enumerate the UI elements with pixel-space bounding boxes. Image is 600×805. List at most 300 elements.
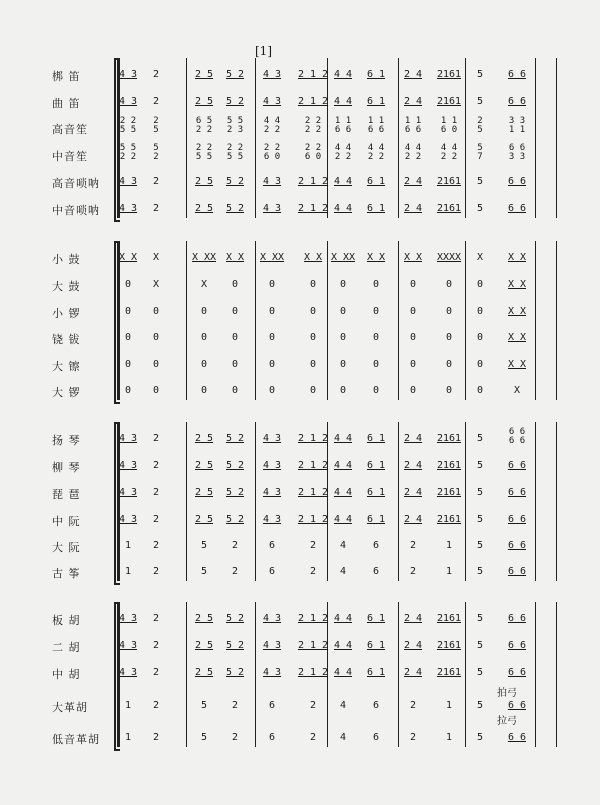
note-cell: X X — [507, 279, 527, 290]
note-cell: 4 — [339, 566, 347, 577]
note-cell: 6 — [372, 566, 380, 577]
note-cell: 4 3 — [118, 433, 138, 444]
note-cell: 4 3 — [118, 203, 138, 214]
note-cell: 1 — [124, 540, 132, 551]
note-cell: 2 1 2 — [297, 176, 329, 187]
note-cell: 5 — [476, 613, 484, 624]
note-cell: 4 3 — [262, 69, 282, 80]
note-cell: 2 5 — [194, 487, 214, 498]
note-cell: X X — [118, 252, 138, 263]
note-cell: 2 5 — [194, 69, 214, 80]
note-cell: X X — [507, 332, 527, 343]
note-cell: 6 1 — [366, 460, 386, 471]
note-cell: 2 5 — [194, 667, 214, 678]
note-cell: 6 6 — [507, 203, 527, 214]
instrument-label: 曲 笛 — [52, 97, 81, 110]
note-cell: 5 — [200, 700, 208, 711]
note-cell: 5 2 — [225, 433, 245, 444]
note-cell: 6 6 — [507, 540, 527, 551]
note-cell: 6 6 — [507, 96, 527, 107]
note-cell: X XX — [259, 252, 285, 263]
note-cell: 0 — [309, 359, 317, 370]
note-cell: 2161 — [436, 640, 462, 651]
instrument-label: 中音笙 — [52, 150, 88, 163]
note-cell: 5 — [200, 732, 208, 743]
note-cell: 4 3 — [118, 613, 138, 624]
note-cell: 0 — [124, 306, 132, 317]
note-cell: 2 1 2 — [297, 640, 329, 651]
note-cell: 0 — [268, 306, 276, 317]
note-cell: 0 — [476, 306, 484, 317]
note-cell: 6 5 2 2 — [195, 116, 213, 135]
note-cell: 0 — [409, 306, 417, 317]
instrument-label: 梆 笛 — [52, 70, 81, 83]
note-cell: 0 — [339, 306, 347, 317]
instrument-label: 大 阮 — [52, 541, 81, 554]
note-cell: 5 2 — [225, 176, 245, 187]
note-cell: 2 4 — [403, 667, 423, 678]
note-cell: X XX — [330, 252, 356, 263]
note-cell: 0 — [339, 279, 347, 290]
note-cell: 2 5 — [194, 613, 214, 624]
note-cell: 5 — [200, 566, 208, 577]
note-cell: 0 — [152, 306, 160, 317]
note-cell: 2 5 — [194, 514, 214, 525]
note-cell: 5 2 — [225, 460, 245, 471]
note-cell: 0 — [268, 332, 276, 343]
barline — [398, 58, 399, 218]
note-cell: 2 4 — [403, 640, 423, 651]
instrument-label: 小 锣 — [52, 307, 81, 320]
note-cell: 0 — [339, 359, 347, 370]
note-cell: 2 5 — [153, 116, 159, 135]
note-cell: 0 — [152, 359, 160, 370]
note-cell: 2 — [409, 732, 417, 743]
note-cell: 0 — [200, 332, 208, 343]
note-cell: 4 4 2 2 — [334, 143, 352, 162]
barline — [535, 602, 536, 747]
note-cell: 5 5 2 3 — [226, 116, 244, 135]
note-cell: 4 4 2 2 — [263, 116, 281, 135]
note-cell: 2 — [409, 700, 417, 711]
note-cell: 2 5 — [194, 176, 214, 187]
note-cell: 6 1 — [366, 203, 386, 214]
instrument-label: 低音革胡 — [52, 733, 100, 746]
instrument-label: 中 胡 — [52, 668, 81, 681]
barline — [535, 241, 536, 400]
note-cell: 0 — [309, 385, 317, 396]
system-end-barline — [556, 241, 557, 400]
barline — [327, 58, 328, 218]
note-cell: 6 6 — [507, 176, 527, 187]
note-cell: 0 — [231, 385, 239, 396]
note-cell: 5 — [476, 667, 484, 678]
note-cell: 2 2 6 0 — [263, 143, 281, 162]
note-cell: 5 — [476, 514, 484, 525]
barline — [255, 58, 256, 218]
note-cell: X — [200, 279, 208, 290]
note-cell: 4 3 — [262, 460, 282, 471]
note-cell: 4 4 — [333, 613, 353, 624]
note-cell: 5 2 — [225, 96, 245, 107]
note-cell: X — [513, 385, 521, 396]
note-cell: 5 2 — [225, 514, 245, 525]
barline — [398, 422, 399, 581]
note-cell: 2 — [152, 487, 160, 498]
instrument-label: 高音笙 — [52, 123, 88, 136]
note-cell: 6 1 — [366, 433, 386, 444]
note-cell: 0 — [372, 359, 380, 370]
note-cell: 3 3 1 1 — [508, 116, 526, 135]
note-cell: 1 — [124, 700, 132, 711]
note-cell: 5 — [476, 640, 484, 651]
note-cell: 2 5 — [477, 116, 483, 135]
note-cell: 2161 — [436, 613, 462, 624]
note-cell: 0 — [339, 332, 347, 343]
note-cell: 4 4 — [333, 460, 353, 471]
note-cell: 4 3 — [262, 613, 282, 624]
note-cell: 0 — [200, 359, 208, 370]
note-cell: 4 — [339, 732, 347, 743]
note-cell: 2 1 2 — [297, 69, 329, 80]
note-cell: 2 4 — [403, 487, 423, 498]
barline — [465, 241, 466, 400]
instrument-label: 大革胡 — [52, 701, 88, 714]
note-cell: 6 6 — [507, 667, 527, 678]
note-cell: 4 3 — [262, 203, 282, 214]
instrument-label: 高音唢呐 — [52, 177, 100, 190]
note-cell: 2161 — [436, 203, 462, 214]
note-cell: 2 2 5 5 — [226, 143, 244, 162]
note-cell: 4 3 — [262, 487, 282, 498]
system-end-barline — [556, 422, 557, 581]
note-cell: 6 1 — [366, 514, 386, 525]
note-cell: 6 1 — [366, 667, 386, 678]
note-cell: 6 — [268, 700, 276, 711]
barline — [465, 602, 466, 747]
note-cell: 2 1 2 — [297, 433, 329, 444]
note-cell: 0 — [372, 385, 380, 396]
note-cell: 4 4 — [333, 69, 353, 80]
note-cell: 5 — [476, 203, 484, 214]
note-cell: 5 2 — [225, 640, 245, 651]
note-cell: 4 4 — [333, 96, 353, 107]
note-cell: 0 — [309, 279, 317, 290]
note-cell: 0 — [124, 279, 132, 290]
note-cell: 2 4 — [403, 514, 423, 525]
note-cell: 2 — [231, 566, 239, 577]
note-cell: 0 — [268, 279, 276, 290]
note-cell: 4 4 2 2 — [404, 143, 422, 162]
note-cell: X X — [225, 252, 245, 263]
note-cell: 2 4 — [403, 613, 423, 624]
note-cell: 0 — [268, 359, 276, 370]
note-cell: 5 — [476, 96, 484, 107]
note-cell: 0 — [445, 279, 453, 290]
note-cell: 0 — [124, 332, 132, 343]
note-cell: 4 3 — [262, 514, 282, 525]
note-cell: 0 — [409, 385, 417, 396]
barline — [255, 241, 256, 400]
barline — [465, 58, 466, 218]
note-cell: 0 — [152, 332, 160, 343]
note-cell: 5 5 2 2 — [119, 143, 137, 162]
note-cell: 0 — [476, 359, 484, 370]
note-cell: 0 — [476, 385, 484, 396]
instrument-label: 铙 钹 — [52, 333, 81, 346]
note-cell: 0 — [409, 279, 417, 290]
note-cell: 1 — [445, 540, 453, 551]
note-cell: 2 1 2 — [297, 460, 329, 471]
note-cell: 2 5 — [194, 96, 214, 107]
note-cell: 5 2 — [225, 667, 245, 678]
note-cell: 6 1 — [366, 176, 386, 187]
instrument-label: 琵 琶 — [52, 488, 81, 501]
note-cell: 2 — [152, 540, 160, 551]
note-cell: 4 — [339, 540, 347, 551]
note-cell: 0 — [445, 385, 453, 396]
note-cell: X X — [507, 252, 527, 263]
dagehu-bowing-annotation: 拍弓 — [497, 688, 517, 699]
note-cell: 6 1 — [366, 613, 386, 624]
note-cell: 5 — [476, 433, 484, 444]
barline — [255, 422, 256, 581]
barline — [186, 422, 187, 581]
note-cell: 2 4 — [403, 433, 423, 444]
note-cell: 2 — [231, 540, 239, 551]
barline — [327, 241, 328, 400]
note-cell: 2 — [152, 732, 160, 743]
note-cell: 2 5 — [194, 433, 214, 444]
note-cell: 6 — [372, 732, 380, 743]
note-cell: 2161 — [436, 487, 462, 498]
note-cell: 0 — [231, 359, 239, 370]
system-start-barline — [117, 422, 120, 581]
note-cell: 2 4 — [403, 176, 423, 187]
note-cell: 2161 — [436, 96, 462, 107]
note-cell: 2 5 — [194, 460, 214, 471]
instrument-label: 板 胡 — [52, 614, 81, 627]
note-cell: 4 3 — [118, 96, 138, 107]
note-cell: XXXX — [436, 252, 462, 263]
note-cell: 2 1 2 — [297, 667, 329, 678]
note-cell: X X — [403, 252, 423, 263]
note-cell: 6 6 — [507, 613, 527, 624]
note-cell: 2 1 2 — [297, 203, 329, 214]
note-cell: X — [152, 279, 160, 290]
note-cell: 2 5 — [194, 640, 214, 651]
note-cell: 4 4 — [333, 487, 353, 498]
note-cell: 6 6 — [507, 460, 527, 471]
note-cell: 2161 — [436, 514, 462, 525]
note-cell: 5 2 — [225, 487, 245, 498]
note-cell: X X — [366, 252, 386, 263]
instrument-label: 大 镲 — [52, 360, 81, 373]
note-cell: 4 3 — [262, 176, 282, 187]
note-cell: 0 — [268, 385, 276, 396]
barline — [465, 422, 466, 581]
note-cell: 2 — [152, 667, 160, 678]
note-cell: 6 1 — [366, 69, 386, 80]
note-cell: 4 4 — [333, 667, 353, 678]
note-cell: 2161 — [436, 69, 462, 80]
diyingehu-bowing-annotation: 拉弓 — [497, 716, 517, 727]
note-cell: 0 — [372, 306, 380, 317]
note-cell: 5 2 — [153, 143, 159, 162]
note-cell: 4 3 — [262, 433, 282, 444]
note-cell: 0 — [476, 332, 484, 343]
note-cell: 0 — [231, 332, 239, 343]
note-cell: 1 — [445, 700, 453, 711]
note-cell: 6 6 — [507, 732, 527, 743]
barline — [535, 422, 536, 581]
note-cell: 2 4 — [403, 69, 423, 80]
note-cell: 4 — [339, 700, 347, 711]
note-cell: 2161 — [436, 176, 462, 187]
note-cell: 6 — [372, 700, 380, 711]
note-cell: 2 — [309, 700, 317, 711]
note-cell: 5 — [476, 700, 484, 711]
note-cell: 4 3 — [118, 460, 138, 471]
note-cell: 0 — [231, 306, 239, 317]
note-cell: X XX — [191, 252, 217, 263]
note-cell: 4 4 2 2 — [367, 143, 385, 162]
note-cell: 2161 — [436, 667, 462, 678]
note-cell: 2 — [409, 540, 417, 551]
note-cell: 5 — [476, 176, 484, 187]
instrument-label: 中音唢呐 — [52, 204, 100, 217]
note-cell: 2 — [231, 732, 239, 743]
note-cell: 2 4 — [403, 96, 423, 107]
note-cell: 1 — [124, 566, 132, 577]
instrument-label: 大 鼓 — [52, 280, 81, 293]
note-cell: 4 3 — [262, 667, 282, 678]
note-cell: 2 2 5 5 — [195, 143, 213, 162]
note-cell: 6 1 — [366, 96, 386, 107]
note-cell: 0 — [339, 385, 347, 396]
barline — [255, 602, 256, 747]
note-cell: 2 1 2 — [297, 96, 329, 107]
note-cell: 0 — [409, 359, 417, 370]
note-cell: 2 — [409, 566, 417, 577]
barline — [398, 241, 399, 400]
instrument-label: 大 锣 — [52, 386, 81, 399]
instrument-label: 扬 琴 — [52, 434, 81, 447]
note-cell: 2 4 — [403, 460, 423, 471]
instrument-label: 古 筝 — [52, 567, 81, 580]
note-cell: 2 5 — [194, 203, 214, 214]
note-cell: 4 3 — [262, 96, 282, 107]
note-cell: 2 — [231, 700, 239, 711]
note-cell: 2 2 6 0 — [304, 143, 322, 162]
note-cell: 4 3 — [118, 487, 138, 498]
note-cell: 5 — [476, 460, 484, 471]
note-cell: X — [152, 252, 160, 263]
note-cell: 2 — [152, 176, 160, 187]
note-cell: 2 1 2 — [297, 613, 329, 624]
barline — [327, 422, 328, 581]
barline — [535, 58, 536, 218]
note-cell: 1 — [124, 732, 132, 743]
note-cell: 0 — [231, 279, 239, 290]
note-cell: 4 4 — [333, 176, 353, 187]
note-cell: 2 — [152, 460, 160, 471]
note-cell: 6 — [372, 540, 380, 551]
note-cell: 4 3 — [118, 69, 138, 80]
note-cell: 4 3 — [118, 640, 138, 651]
note-cell: 1 1 6 0 — [440, 116, 458, 135]
note-cell: 5 — [476, 540, 484, 551]
note-cell: 2 1 2 — [297, 487, 329, 498]
barline — [186, 602, 187, 747]
note-cell: 0 — [152, 385, 160, 396]
note-cell: 2 — [152, 514, 160, 525]
note-cell: 0 — [200, 385, 208, 396]
note-cell: 2161 — [436, 460, 462, 471]
note-cell: 0 — [200, 306, 208, 317]
note-cell: 5 — [476, 732, 484, 743]
note-cell: 0 — [372, 279, 380, 290]
note-cell: 5 — [200, 540, 208, 551]
note-cell: 2 — [309, 540, 317, 551]
note-cell: 0 — [476, 279, 484, 290]
note-cell: 4 3 — [118, 667, 138, 678]
note-cell: 6 — [268, 566, 276, 577]
system-start-barline — [117, 58, 120, 218]
note-cell: 2 — [152, 613, 160, 624]
note-cell: 5 2 — [225, 69, 245, 80]
barline — [186, 241, 187, 400]
note-cell: 4 3 — [118, 176, 138, 187]
note-cell: 2 — [152, 96, 160, 107]
system-end-barline — [556, 602, 557, 747]
note-cell: 2 — [152, 640, 160, 651]
note-cell: 2 2 5 5 — [119, 116, 137, 135]
note-cell: 6 6 — [507, 69, 527, 80]
rehearsal-mark: [1] — [255, 44, 272, 58]
note-cell: 2 — [152, 203, 160, 214]
note-cell: 6 6 — [507, 700, 527, 711]
note-cell: 2 — [152, 433, 160, 444]
note-cell: 6 6 3 3 — [508, 143, 526, 162]
note-cell: 0 — [124, 359, 132, 370]
note-cell: X X — [303, 252, 323, 263]
instrument-label: 二 胡 — [52, 641, 81, 654]
note-cell: 6 — [268, 732, 276, 743]
note-cell: 1 — [445, 732, 453, 743]
note-cell: 4 4 — [333, 640, 353, 651]
instrument-label: 中 阮 — [52, 515, 81, 528]
note-cell: 5 — [476, 69, 484, 80]
note-cell: X — [476, 252, 484, 263]
note-cell: 6 1 — [366, 487, 386, 498]
barline — [398, 602, 399, 747]
note-cell: 0 — [445, 359, 453, 370]
note-cell: 5 — [476, 566, 484, 577]
note-cell: X X — [507, 359, 527, 370]
note-cell: 4 4 — [333, 203, 353, 214]
note-cell: 0 — [124, 385, 132, 396]
note-cell: 1 1 6 6 — [334, 116, 352, 135]
note-cell: 0 — [309, 306, 317, 317]
note-cell: 0 — [409, 332, 417, 343]
note-cell: 0 — [309, 332, 317, 343]
note-cell: 6 6 6 6 — [508, 427, 526, 446]
note-cell: 6 6 — [507, 487, 527, 498]
barline — [186, 58, 187, 218]
note-cell: 0 — [372, 332, 380, 343]
note-cell: 2 — [309, 732, 317, 743]
